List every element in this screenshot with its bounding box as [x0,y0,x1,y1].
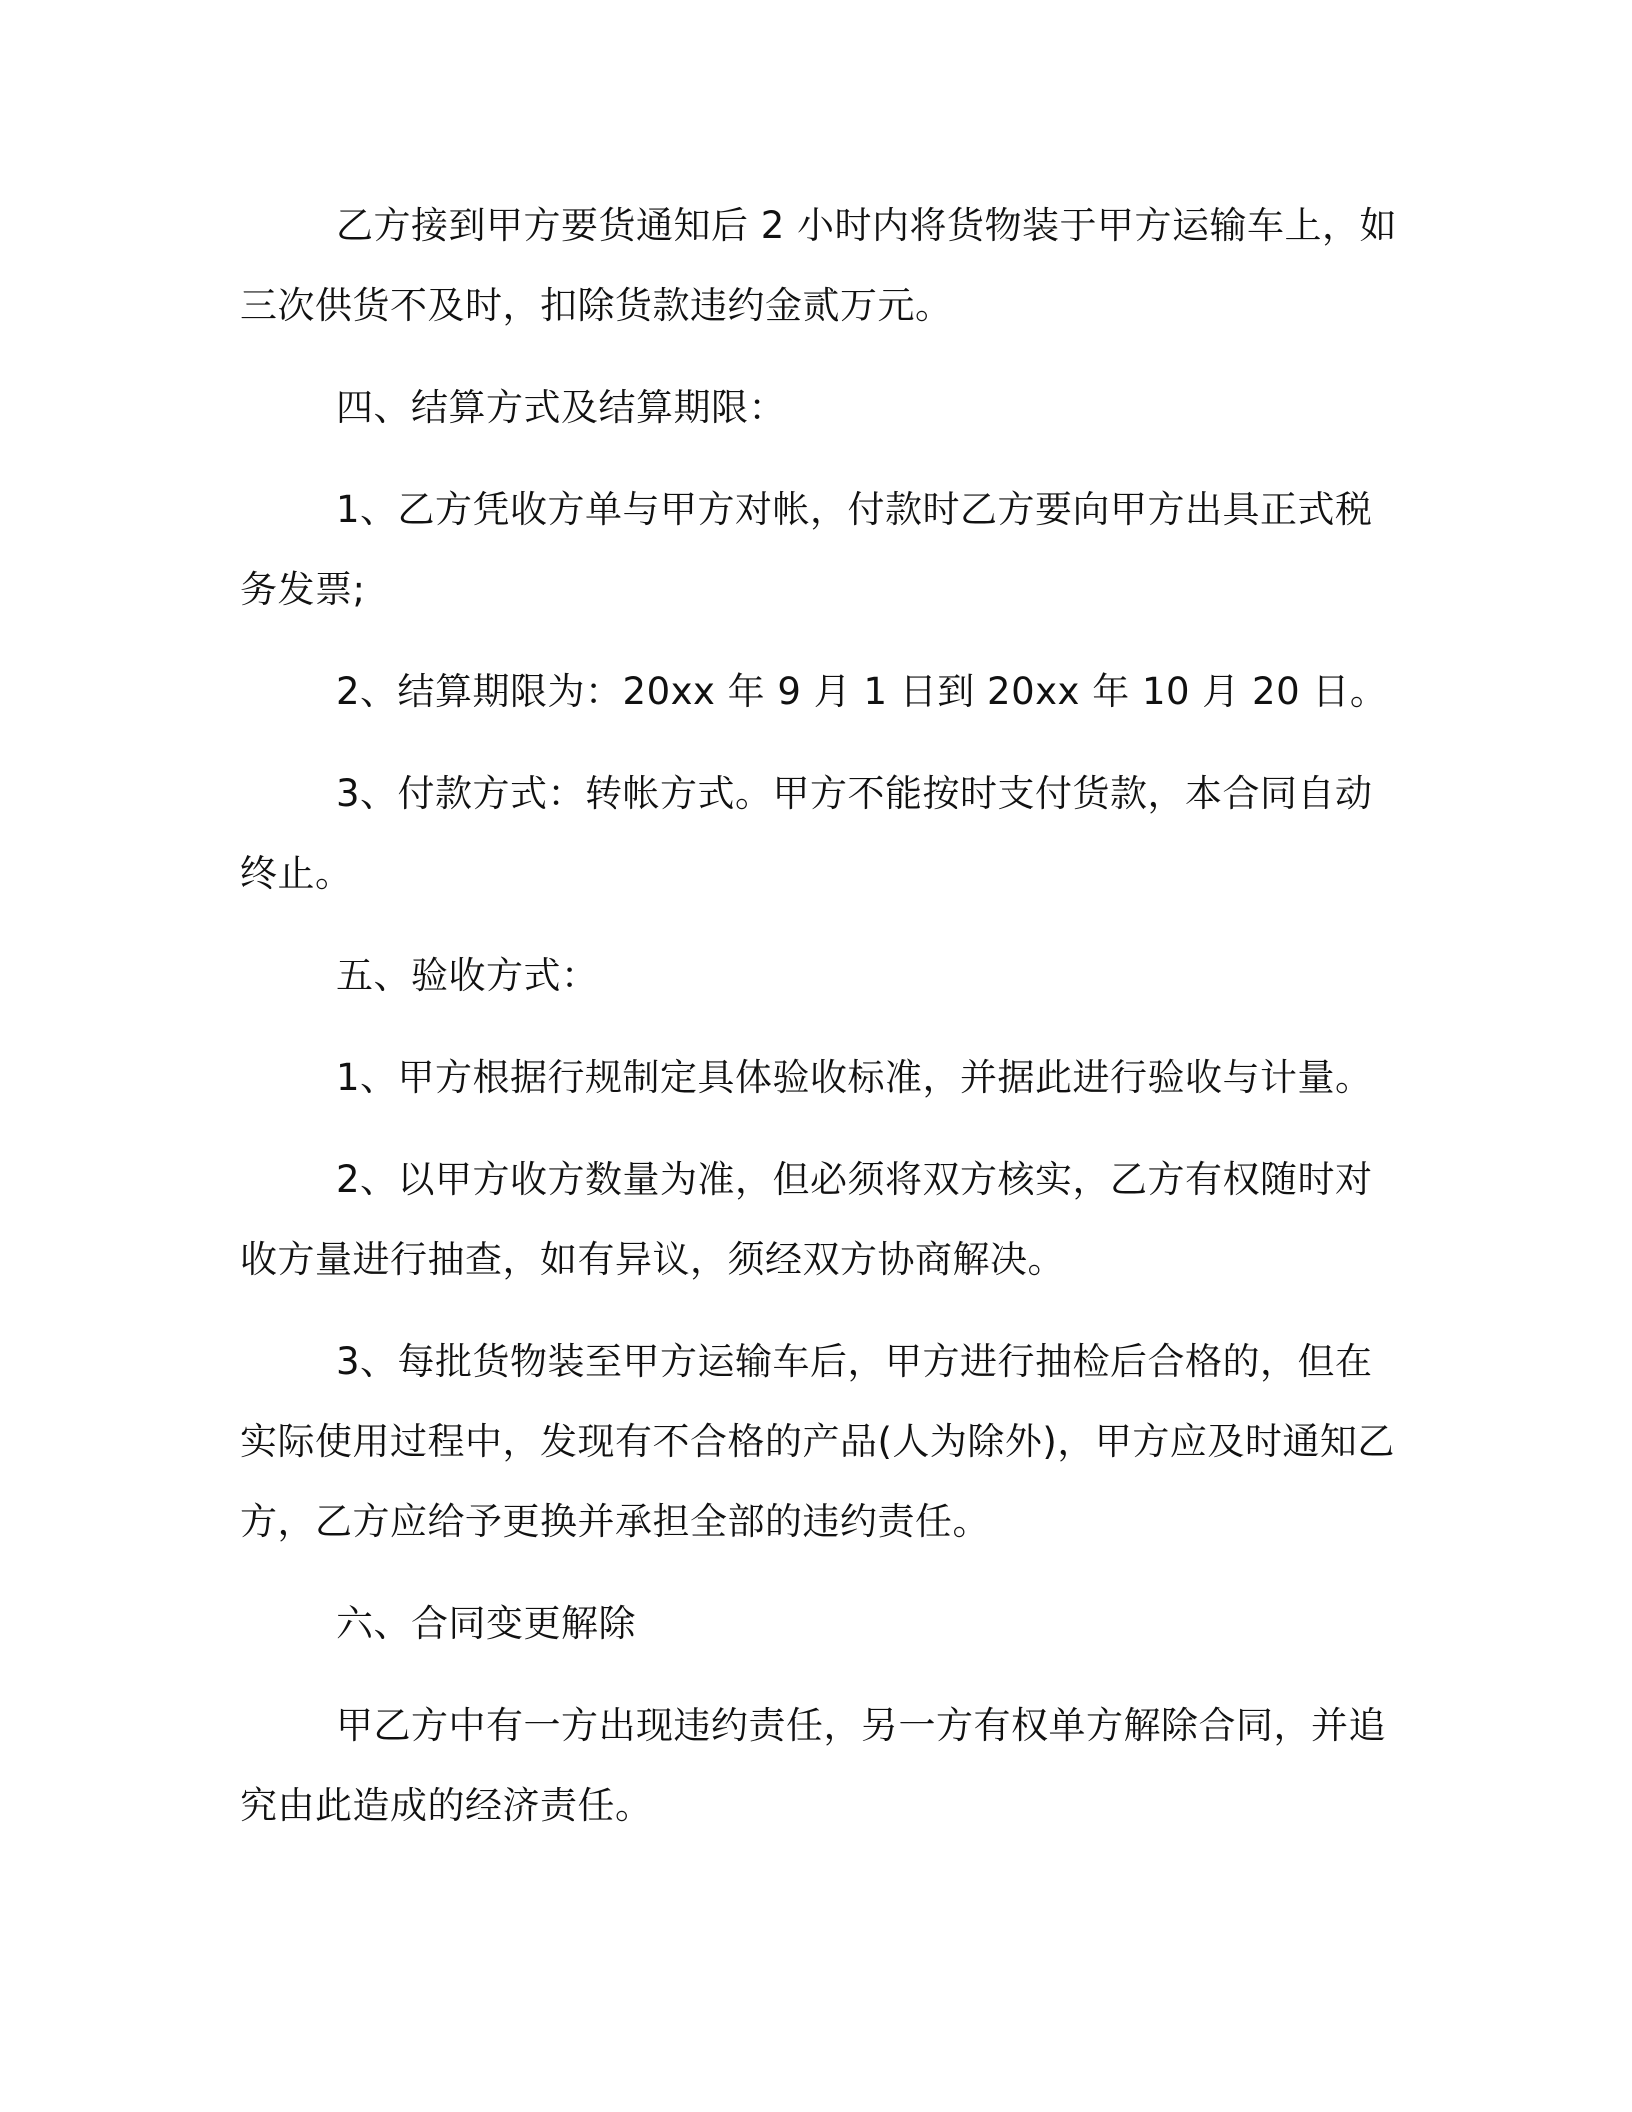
paragraph-acceptance-2 [240,1140,1386,1300]
text-line: 收方量进行抽查，如有异议，须经双方协商解决。 [240,1238,1065,1281]
heading-line: 五、验收方式： [336,954,599,997]
text-line: 1、甲方根据行规制定具体验收标准，并据此进行验收与计量。 [336,1056,1373,1099]
paragraph-acceptance-3 [240,1322,1395,1562]
text-line: 3、付款方式：转帐方式。甲方不能按时支付货款，本合同自动 [336,772,1373,815]
text-line: 1、乙方凭收方单与甲方对帐，付款时乙方要向甲方出具正式税 [336,488,1373,531]
heading-line: 六、合同变更解除 [336,1602,636,1645]
text-line: 乙方接到甲方要货通知后 2 小时内将货物装于甲方运输车上，如 [336,204,1398,247]
text-line: 方，乙方应给予更换并承担全部的违约责任。 [240,1500,990,1543]
section-heading-settlement [240,368,1386,448]
text-line: 究由此造成的经济责任。 [240,1784,653,1827]
paragraph-acceptance-1 [240,1038,1386,1118]
text-line: 三次供货不及时，扣除货款违约金贰万元。 [240,284,953,327]
text-line: 甲乙方中有一方出现违约责任，另一方有权单方解除合同，并追 [336,1704,1386,1747]
text-line: 务发票; [240,568,366,611]
paragraph-supply-delay [240,186,1398,346]
document-body [240,186,1398,1868]
text-line: 3、每批货物装至甲方运输车后，甲方进行抽检后合格的，但在 [336,1340,1373,1383]
paragraph-termination [240,1686,1386,1846]
text-line: 2、以甲方收方数量为准，但必须将双方核实，乙方有权随时对 [336,1158,1373,1201]
heading-line: 四、结算方式及结算期限： [336,386,786,429]
paragraph-settlement-2 [240,652,1386,732]
text-line: 2、结算期限为：20xx 年 9 月 1 日到 20xx 年 10 月 20 日。 [336,670,1388,713]
section-heading-acceptance [240,936,1386,1016]
paragraph-settlement-3 [240,754,1386,914]
text-line: 终止。 [240,852,353,895]
paragraph-settlement-1 [240,470,1386,630]
text-line: 实际使用过程中，发现有不合格的产品(人为除外)，甲方应及时通知乙 [240,1420,1395,1463]
section-heading-termination [240,1584,1386,1664]
